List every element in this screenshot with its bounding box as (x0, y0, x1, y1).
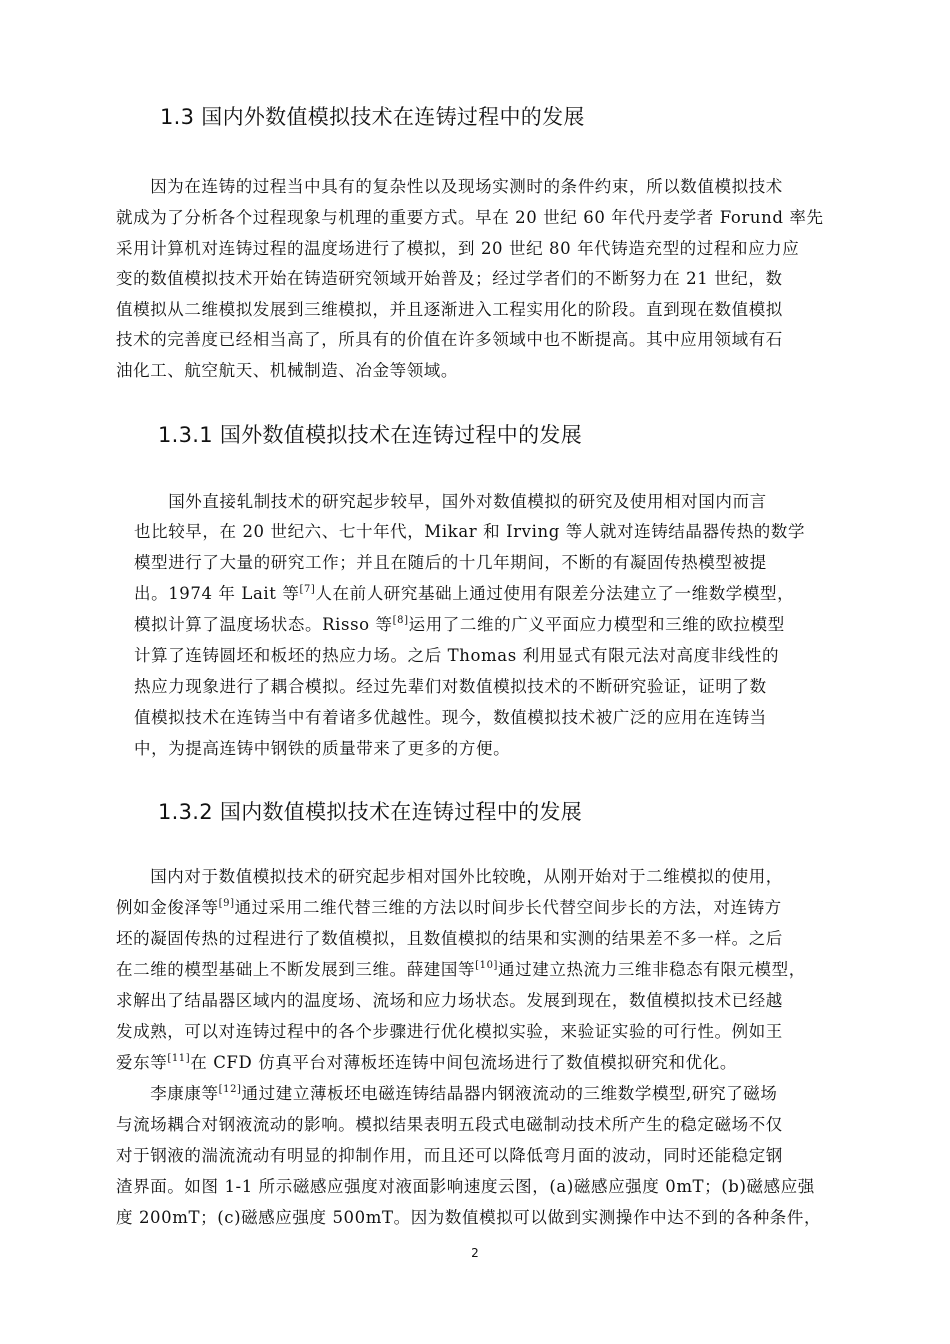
text-line: 在二维的模型基础上不断发展到三维。薛建国等[10]通过建立热流力三维非稳态有限元模型， (116, 960, 806, 979)
citation-ref: [10] (475, 960, 499, 971)
text-line: 国内对于数值模拟技术的研究起步相对国外比较晚，从刚开始对于二维模拟的使用， (116, 867, 783, 886)
text-line: 也比较早，在 20 世纪六、七十年代，Mikar 和 Irving 等人就对连铸结晶器传热的数学 (134, 522, 806, 541)
text-line: 模拟计算了温度场状态。Risso 等[8]运用了二维的广义平面应力模型和三维的欧拉模型 (134, 615, 785, 634)
text-line: 求解出了结晶器区域内的温度场、流场和应力场状态。发展到现在，数值模拟技术已经越 (116, 991, 783, 1010)
citation-ref: [8] (392, 615, 409, 626)
text-line: 计算了连铸圆坯和板坯的热应力场。之后 Thomas 利用显式有限元法对高度非线性的 (134, 646, 780, 665)
heading-1-3-2: 1.3.2 国内数值模拟技术在连铸过程中的发展 (158, 800, 583, 824)
text-line: 变的数值模拟技术开始在铸造研究领域开始普及；经过学者们的不断努力在 21 世纪，数 (116, 269, 783, 288)
text-line: 与流场耦合对钢液流动的影响。模拟结果表明五段式电磁制动技术所产生的稳定磁场不仅 (116, 1115, 783, 1134)
text-line: 就成为了分析各个过程现象与机理的重要方式。早在 20 世纪 60 年代丹麦学者 Forund 率先 (116, 208, 824, 227)
text-line: 例如金俊泽等[9]通过采用二维代替三维的方法以时间步长代替空间步长的方法，对连铸方 (116, 898, 782, 917)
heading-1-3: 1.3 国内外数值模拟技术在连铸过程中的发展 (160, 105, 585, 129)
text-line: 因为在连铸的过程当中具有的复杂性以及现场实测时的条件约束，所以数值模拟技术 (116, 177, 783, 196)
text-line: 采用计算机对连铸过程的温度场进行了模拟，到 20 世纪 80 年代铸造充型的过程和应力应 (116, 239, 800, 258)
text-line: 国外直接轧制技术的研究起步较早，国外对数值模拟的研究及使用相对国内而言 (134, 492, 767, 511)
text-line: 热应力现象进行了耦合模拟。经过先辈们对数值模拟技术的不断研究验证，证明了数 (134, 677, 767, 696)
text-line: 坯的凝固传热的过程进行了数值模拟，且数值模拟的结果和实测的结果差不多一样。之后 (116, 929, 783, 948)
text-line: 渣界面。如图 1-1 所示磁感应强度对液面影响速度云图，(a)磁感应强度 0mT；(b)磁感应强 (116, 1177, 815, 1196)
text-line: 李康康等[12]通过建立薄板坯电磁连铸结晶器内钢液流动的三维数学模型,研究了磁场 (116, 1084, 778, 1103)
text-line: 发成熟，可以对连铸过程中的各个步骤进行优化模拟实验，来验证实验的可行性。例如王 (116, 1022, 783, 1041)
text-line: 爱东等[11]在 CFD 仿真平台对薄板坯连铸中间包流场进行了数值模拟研究和优化。 (116, 1053, 737, 1072)
citation-ref: [11] (167, 1053, 191, 1064)
text-line: 出。1974 年 Lait 等[7]人在前人研究基础上通过使用有限差分法建立了一维数学模型， (134, 584, 795, 603)
text-line: 对于钢液的湍流流动有明显的抑制作用，而且还可以降低弯月面的波动，同时还能稳定钢 (116, 1146, 783, 1165)
text-line: 技术的完善度已经相当高了，所具有的价值在许多领域中也不断提高。其中应用领域有石 (116, 330, 783, 349)
text-line: 值模拟技术在连铸当中有着诸多优越性。现今，数值模拟技术被广泛的应用在连铸当 (134, 708, 767, 727)
page-number: 2 (471, 1246, 479, 1260)
citation-ref: [7] (299, 584, 316, 595)
text-line: 油化工、航空航天、机械制造、冶金等领域。 (116, 361, 458, 380)
text-line: 值模拟从二维模拟发展到三维模拟，并且逐渐进入工程实用化的阶段。直到现在数值模拟 (116, 300, 783, 319)
text-line: 模型进行了大量的研究工作；并且在随后的十几年期间，不断的有凝固传热模型被提 (134, 553, 767, 572)
citation-ref: [12] (218, 1084, 242, 1095)
text-line: 中，为提高连铸中钢铁的质量带来了更多的方便。 (134, 739, 511, 758)
heading-1-3-1: 1.3.1 国外数值模拟技术在连铸过程中的发展 (158, 423, 583, 447)
text-line: 度 200mT；(c)磁感应强度 500mT。因为数值模拟可以做到实测操作中达不到的各种条件， (116, 1208, 822, 1227)
citation-ref: [9] (218, 898, 235, 909)
